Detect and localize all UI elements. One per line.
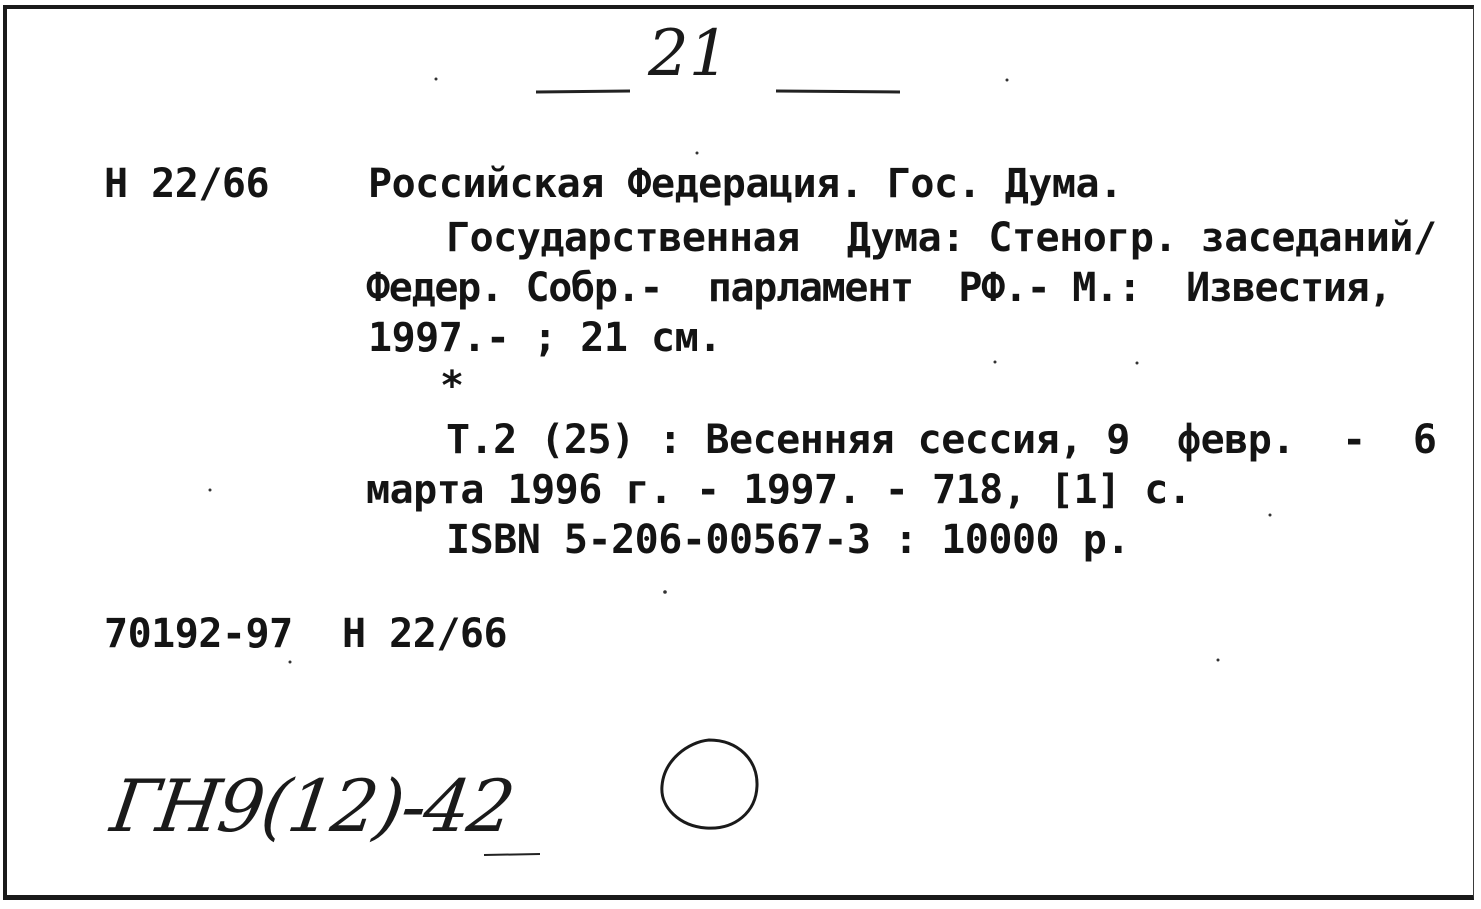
speck	[994, 361, 997, 364]
handwritten-code: ГН9(12)-42	[106, 764, 518, 848]
speck	[663, 590, 667, 594]
speck	[696, 152, 699, 155]
record-number: 70192-97	[104, 611, 293, 657]
speck	[1006, 79, 1009, 82]
title-line-2: Федер. Собр.- парламент РФ.- М.: Известия,	[366, 265, 1392, 311]
speck	[1269, 514, 1272, 517]
separator-asterisk: *	[440, 363, 464, 409]
volume-line-1: Т.2 (25) : Весенняя сессия, 9 февр. - 6	[446, 417, 1437, 463]
handwritten-underline	[484, 854, 540, 855]
stamp-circle-icon	[662, 740, 757, 828]
top-rule-right	[776, 91, 900, 92]
record-shelf-mark: Н 22/66	[342, 611, 508, 657]
top-rule-left	[536, 91, 630, 92]
speck	[435, 78, 438, 81]
speck	[289, 661, 292, 664]
speck	[209, 489, 212, 492]
speck	[1217, 659, 1220, 662]
shelf-mark: Н 22/66	[104, 161, 270, 207]
title-line-3: 1997.- ; 21 см.	[368, 315, 722, 361]
isbn-line: ISBN 5-206-00567-3 : 10000 р.	[446, 517, 1130, 563]
heading: Российская Федерация. Гос. Дума.	[368, 161, 1123, 207]
top-number: 21	[648, 17, 730, 91]
volume-line-2: марта 1996 г. - 1997. - 718, [1] с.	[366, 467, 1192, 513]
title-line-1: Государственная Дума: Стеногр. заседаний/	[446, 215, 1437, 261]
speck	[1136, 362, 1139, 365]
